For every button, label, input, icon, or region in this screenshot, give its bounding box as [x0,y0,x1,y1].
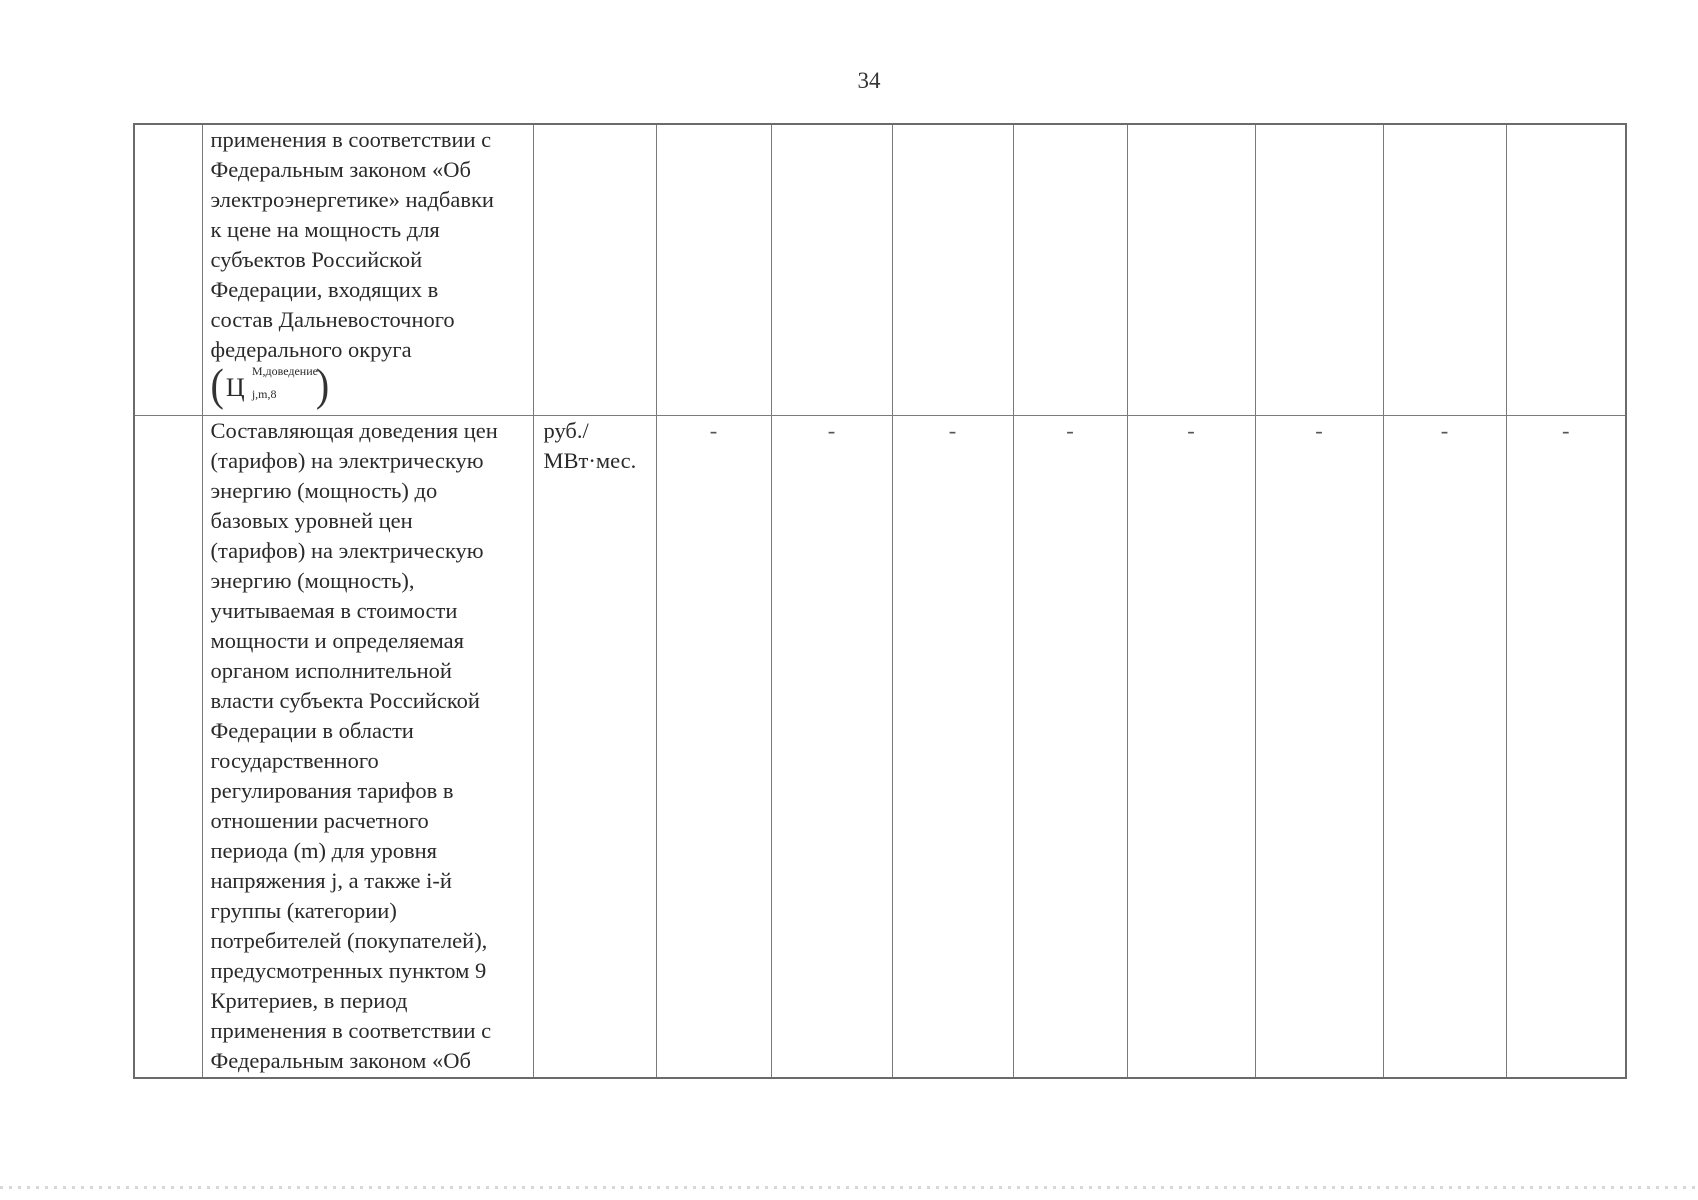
description-line: группы (категории) [210,898,397,923]
value-cell [1255,124,1383,416]
unit-line: руб./ [543,418,589,443]
value-cell [1127,124,1255,416]
table-row [134,416,1626,1079]
value-cell: - [1383,416,1506,1079]
page-number: 34 [857,68,881,93]
description-line: Федеральным законом «Об [210,157,471,182]
description-line: отношении расчетного [210,808,429,833]
value-cell: - [1255,416,1383,1079]
value-cell: - [1506,416,1626,1079]
value-cell [1013,124,1127,416]
description-line: применения в соответствии с [210,1018,492,1043]
description-line: органом исполнительной [210,658,452,683]
right-parenthesis: ) [315,358,330,411]
description-line: учитываемая в стоимости [210,598,458,623]
description-line: энергию (мощность), [210,568,415,593]
description-cell [202,124,533,416]
description-line: Федерации, входящих в [210,277,439,302]
unit-line: МВт·мес. [543,448,637,473]
description-line: предусмотренных пунктом 9 [210,958,487,983]
description-line: состав Дальневосточного [210,307,455,332]
formula-subscript: j,m,8 [251,387,277,401]
formula-base: Ц [225,373,245,402]
scan-artifact-line [0,1186,1698,1189]
formula-symbol [224,365,316,405]
description-line: Составляющая доведения цен [210,418,498,443]
description-line: Федеральным законом «Об [210,1048,471,1073]
value-cell: - [656,416,771,1079]
description-line: энергию (мощность) до [210,478,438,503]
description-line: субъектов Российской [210,247,423,272]
description-line: применения в соответствии с [210,127,492,152]
description-line: регулирования тарифов в [210,778,454,803]
unit-cell [533,124,656,416]
tariff-table [133,123,1627,1079]
price-formula [210,358,330,411]
left-parenthesis: ( [210,358,224,411]
description-line: власти субъекта Российской [210,688,480,713]
description-line: потребителей (покупателей), [210,928,488,953]
description-line: напряжения j, а также i-й [210,868,452,893]
description-line: (тарифов) на электрическую [210,538,484,563]
description-line: (тарифов) на электрическую [210,448,484,473]
value-cell: - [771,416,892,1079]
value-cell [771,124,892,416]
row-number-cell [134,416,202,1079]
value-cell: - [892,416,1013,1079]
table-row [134,124,1626,416]
value-cell [656,124,771,416]
formula-superscript: М,доведение [251,364,318,378]
row-number-cell [134,124,202,416]
description-line: периода (m) для уровня [210,838,438,863]
description-line: Федерации в области [210,718,414,743]
description-line: Критериев, в период [210,988,408,1013]
value-cell [1383,124,1506,416]
unit-cell [533,416,656,1079]
description-line: электроэнергетике» надбавки [210,187,494,212]
description-line: к цене на мощность для [210,217,440,242]
description-line: мощности и определяемая [210,628,464,653]
description-line: государственного [210,748,379,773]
value-cell: - [1127,416,1255,1079]
description-line: федерального округа [210,337,412,362]
value-cell: - [1013,416,1127,1079]
description-cell [202,416,533,1079]
value-cell [892,124,1013,416]
description-line: базовых уровней цен [210,508,413,533]
value-cell [1506,124,1626,416]
